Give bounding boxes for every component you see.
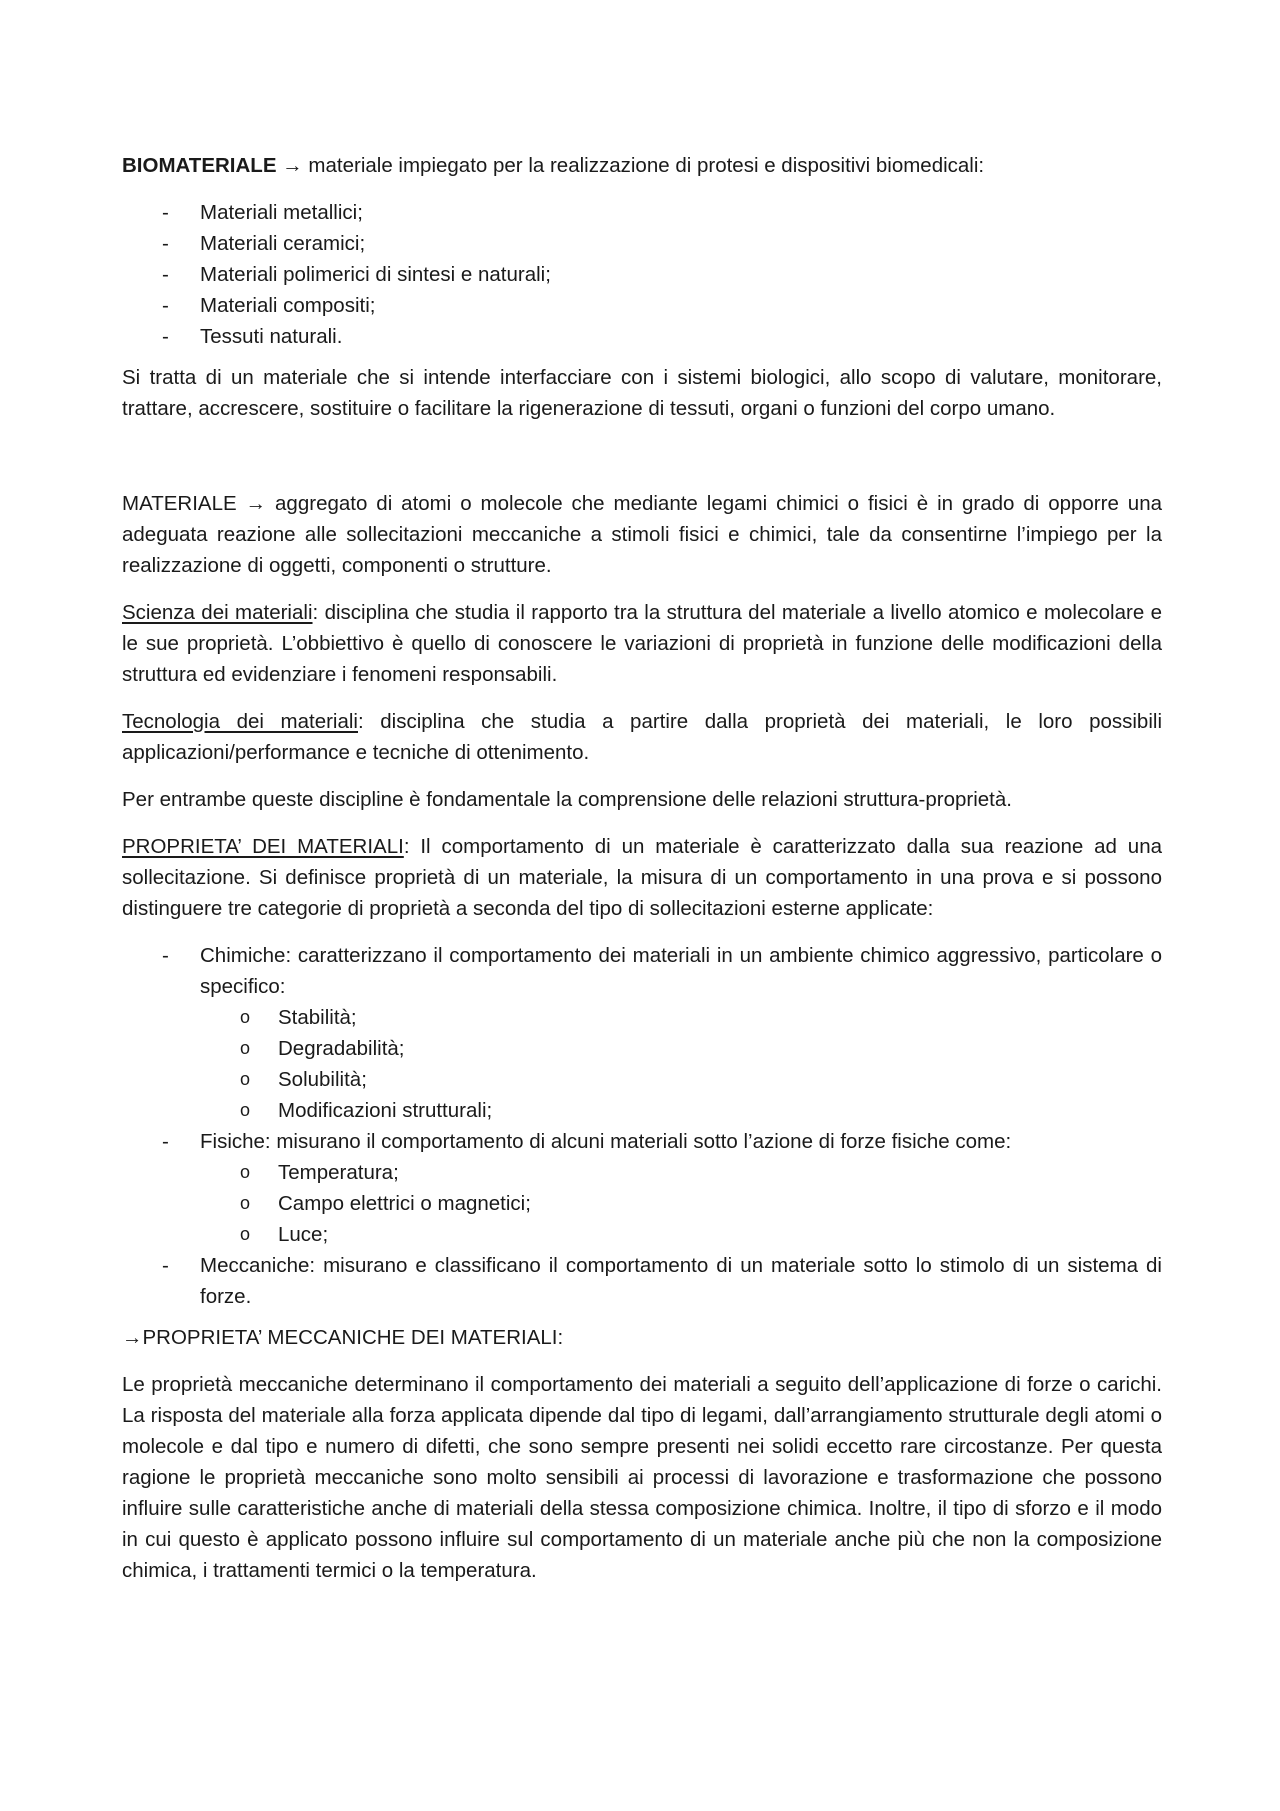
list-item: - Materiali compositi; bbox=[122, 290, 1162, 321]
scienza-paragraph bbox=[122, 597, 1162, 690]
materiale-definition-text: aggregato di atomi o molecole che mediante legami chimici o fisici è in grado di opporre una adeguata reazione alle sollecitazioni meccaniche a stimoli fisici e chimici, tale da consentirne l’impiego per la realizzazione di oggetti, componenti o strutture. bbox=[122, 492, 1162, 577]
list-item: - Materiali ceramici; bbox=[122, 228, 1162, 259]
biomateriale-definition bbox=[122, 150, 1162, 181]
chimiche-sublist bbox=[122, 1002, 1162, 1126]
entrambe-paragraph: Per entrambe queste discipline è fondamentale la comprensione delle relazioni struttura-proprietà. bbox=[122, 788, 1012, 811]
sublist-item: o Solubilità; bbox=[122, 1064, 1162, 1095]
biomateriale-description: Si tratta di un materiale che si intende interfacciare con i sistemi biologici, allo scopo di valutare, monitorare, trattare, accrescere, sostituire o facilitare la rigenerazione di tessuti, organi o funzioni del corpo umano. bbox=[122, 366, 1162, 420]
biomateriale-term: BIOMATERIALE bbox=[122, 154, 277, 177]
tecnologia-paragraph bbox=[122, 706, 1162, 768]
tecnologia-term: Tecnologia dei materiali bbox=[122, 710, 358, 733]
arrow-icon: → bbox=[245, 492, 267, 515]
fisiche-text: Fisiche: misurano il comportamento di alcuni materiali sotto l’azione di forze fisiche come: bbox=[200, 1130, 1012, 1153]
sublist-item: o Temperatura; bbox=[122, 1157, 1162, 1188]
sublist-item: o Degradabilità; bbox=[122, 1033, 1162, 1064]
proprieta-paragraph bbox=[122, 831, 1162, 924]
sublist-item: o Campo elettrici o magnetici; bbox=[122, 1188, 1162, 1219]
document-page bbox=[122, 150, 1162, 1602]
list-item-meccaniche: - Meccaniche: misurano e classificano il comportamento di un materiale sotto lo stimolo di un sistema di forze. bbox=[122, 1250, 1162, 1312]
materiale-term: MATERIALE bbox=[122, 492, 237, 515]
meccaniche-paragraph: Le proprietà meccaniche determinano il comportamento dei materiali a seguito dell’applicazione di forze o carichi. La risposta del materiale alla forza applicata dipende dal tipo di legami, dall’arrangiamento strutturale degli atomi o molecole e dal tipo e numero di difetti, che sono sempre presenti nei solidi eccetto rare circostanze. Per questa ragione le proprietà meccaniche sono molto sensibili ai processi di lavorazione e trasformazione che possono influire sulle caratteristiche anche di materiali della stessa composizione chimica. Inoltre, il tipo di sforzo e il modo in cui questo è applicato possono influire sul comportamento di un materiale anche più che non la composizione chimica, i trattamenti termici o la temperatura. bbox=[122, 1373, 1162, 1582]
biomateriale-list bbox=[122, 197, 1162, 352]
scienza-term: Scienza dei materiali bbox=[122, 601, 313, 624]
proprieta-text: : Il comportamento di un materiale è caratterizzato dalla sua reazione ad una sollecitazione. Si definisce proprietà di un materiale, la misura di un comportamento in una prova e si possono distinguere tre categorie di proprietà a seconda del tipo di sollecitazioni esterne applicate: bbox=[122, 835, 1163, 920]
meccaniche-heading: →PROPRIETA’ MECCANICHE DEI MATERIALI: bbox=[122, 1326, 564, 1349]
list-item: - Materiali metallici; bbox=[122, 197, 1162, 228]
fisiche-sublist bbox=[122, 1157, 1162, 1250]
sublist-item: o Stabilità; bbox=[122, 1002, 1162, 1033]
scienza-text: : disciplina che studia il rapporto tra la struttura del materiale a livello atomico e molecolare e le sue proprietà. L’obbiettivo è quello di conoscere le variazioni di proprietà in funzione delle modificazioni della struttura ed evidenziare i fenomeni responsabili. bbox=[122, 601, 1162, 686]
arrow-icon: → bbox=[282, 154, 303, 177]
biomateriale-definition-text: materiale impiegato per la realizzazione di protesi e dispositivi biomedicali: bbox=[302, 154, 985, 177]
proprieta-term: PROPRIETA’ DEI MATERIALI bbox=[122, 835, 404, 858]
section-gap bbox=[122, 440, 1162, 488]
materiale-definition bbox=[122, 488, 1162, 581]
list-item: - Tessuti naturali. bbox=[122, 321, 1162, 352]
sublist-item: o Luce; bbox=[122, 1219, 1162, 1250]
sublist-item: o Modificazioni strutturali; bbox=[122, 1095, 1162, 1126]
list-item-chimiche bbox=[122, 940, 1162, 1126]
tecnologia-text: : disciplina che studia a partire dalla proprietà dei materiali, le loro possibili applicazioni/performance e tecniche di ottenimento. bbox=[122, 710, 1162, 764]
proprieta-categories-list bbox=[122, 940, 1162, 1312]
list-item: - Materiali polimerici di sintesi e naturali; bbox=[122, 259, 1162, 290]
chimiche-text: Chimiche: caratterizzano il comportamento dei materiali in un ambiente chimico aggressivo, particolare o specifico: bbox=[200, 944, 1162, 998]
list-item-fisiche bbox=[122, 1126, 1162, 1250]
